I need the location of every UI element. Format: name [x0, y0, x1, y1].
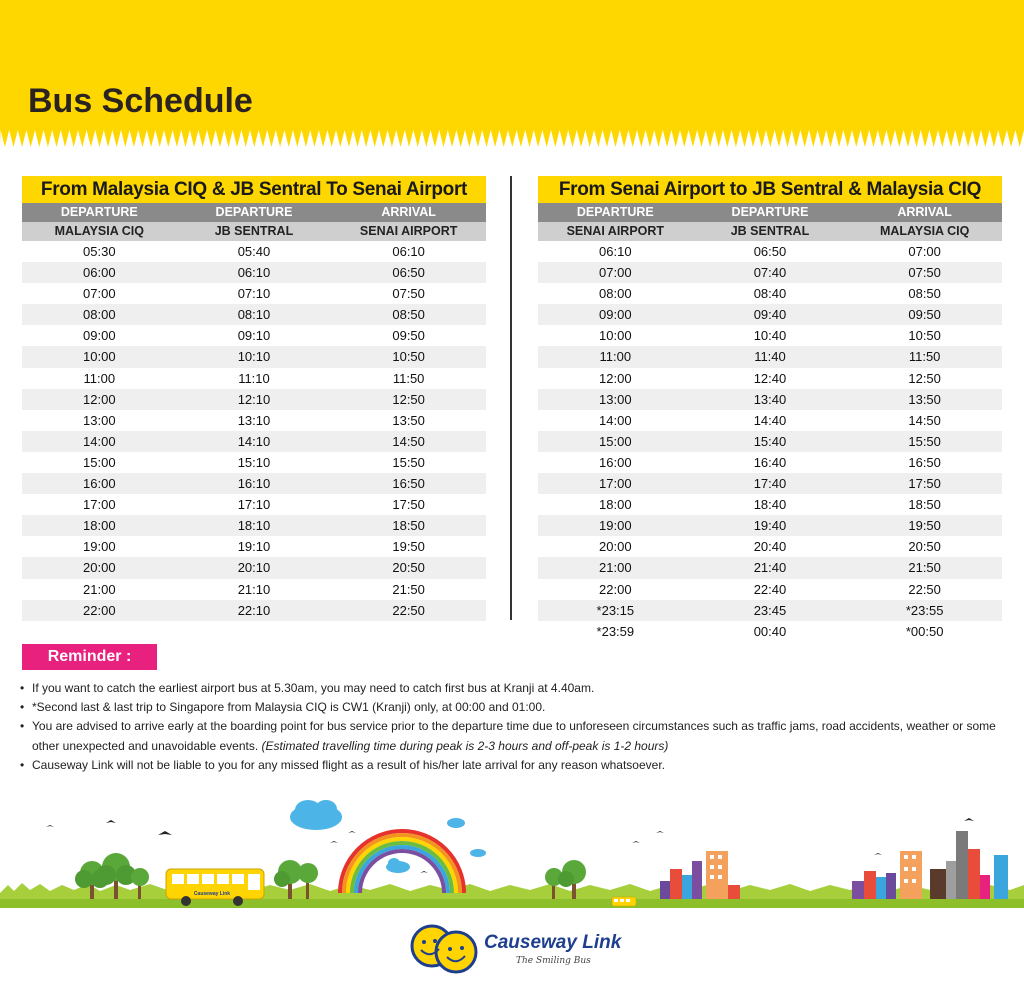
time-cell: 14:00 — [599, 412, 632, 428]
time-cell: 18:00 — [83, 518, 116, 534]
column-header-row — [538, 203, 1002, 222]
time-cell: 15:00 — [599, 433, 632, 449]
time-cell: 14:10 — [237, 433, 271, 449]
time-cell: 11:00 — [599, 349, 632, 365]
time-cell: 18:50 — [908, 497, 941, 513]
time-cell: 21:00 — [599, 560, 632, 576]
column-subheader: MALAYSIA CIQ — [54, 224, 145, 238]
column-subheader-row — [538, 222, 1002, 241]
cloud-icon — [447, 818, 465, 828]
table-row — [22, 241, 486, 262]
time-cell: 20:50 — [908, 539, 941, 555]
time-cell: 22:50 — [392, 602, 425, 618]
city-landscape-illustration — [0, 785, 1024, 915]
schedule-to-malaysia-ciq — [538, 176, 1002, 642]
table-row — [538, 262, 1002, 283]
reminder-note — [20, 698, 1010, 717]
cloud-icon — [470, 849, 486, 857]
time-cell: 14:40 — [753, 412, 787, 428]
time-cell: *23:55 — [905, 602, 944, 618]
time-cell: 07:00 — [83, 286, 116, 302]
column-header: DEPARTURE — [60, 205, 138, 219]
table-row — [22, 473, 486, 494]
time-cell: 05:30 — [83, 244, 116, 259]
time-cell: 08:50 — [392, 307, 425, 323]
zigzag-banner-graphic — [0, 0, 1024, 150]
time-cell: 22:50 — [908, 581, 941, 597]
time-cell: 00:40 — [753, 623, 787, 639]
time-cell: 21:00 — [83, 581, 116, 597]
time-cell: 21:50 — [908, 560, 941, 576]
time-cell: 20:10 — [237, 560, 271, 576]
table-row — [22, 346, 486, 367]
small-bus-icon — [612, 897, 636, 906]
time-cell: 20:40 — [753, 539, 787, 555]
page-title: Bus Schedule — [28, 82, 253, 120]
time-cell: 07:50 — [392, 286, 425, 302]
table-row — [538, 389, 1002, 410]
time-cell: 19:50 — [908, 518, 941, 534]
table-row — [22, 368, 486, 389]
time-cell: 17:00 — [599, 476, 632, 492]
time-cell: 15:40 — [753, 433, 787, 449]
time-cell: 08:40 — [753, 286, 787, 302]
time-cell: 14:50 — [392, 433, 425, 449]
time-cell: 06:10 — [237, 265, 271, 281]
time-cell: 09:50 — [392, 328, 425, 344]
time-cell: 14:00 — [83, 433, 116, 449]
table-row — [538, 241, 1002, 262]
column-header-row — [22, 203, 486, 222]
time-cell: 15:50 — [908, 433, 941, 449]
time-cell: 09:40 — [753, 307, 787, 323]
time-cell: 20:00 — [83, 560, 116, 576]
note-text: You are advised to arrive early at the boarding point for bus service prior to the departure time due to unforeseen circumstances such as traffic jams, road accidents, weather or some other unexpected and unavoidable events. — [32, 719, 996, 753]
time-cell: 18:50 — [392, 518, 425, 534]
time-cell: 08:00 — [599, 286, 632, 302]
time-cell: 13:50 — [392, 412, 425, 428]
time-cell: 06:50 — [392, 265, 425, 281]
time-cell: 15:10 — [237, 454, 271, 470]
time-cell: 13:10 — [237, 412, 271, 428]
time-cell: 20:00 — [599, 539, 632, 555]
time-cell: 22:00 — [599, 581, 632, 597]
bird-icon — [46, 818, 974, 873]
time-cell: 07:10 — [237, 286, 271, 302]
schedule-title: From Senai Airport to JB Sentral & Malaysia CIQ — [538, 176, 1002, 203]
time-cell: 18:40 — [753, 497, 787, 513]
time-cell: 16:00 — [599, 454, 632, 470]
time-cell: 12:50 — [392, 391, 425, 407]
bus-label: Causeway Link — [193, 891, 231, 897]
column-header: DEPARTURE — [576, 205, 654, 219]
time-cell: 22:10 — [237, 602, 271, 618]
column-subheader-row — [22, 222, 486, 241]
column-subheader: SENAI AIRPORT — [566, 224, 665, 238]
time-cell: 19:00 — [599, 518, 632, 534]
time-cell: 20:50 — [392, 560, 425, 576]
time-cell: 23:45 — [753, 602, 787, 618]
time-cell: 14:50 — [908, 412, 941, 428]
time-cell: 09:00 — [599, 307, 632, 323]
note-text: *Second last & last trip to Singapore from Malaysia CIQ is CW1 (Kranji) only, at 00:00 and 01:00. — [32, 700, 546, 715]
reminder-note — [20, 756, 1010, 775]
table-row — [22, 452, 486, 473]
time-cell: 13:50 — [908, 391, 941, 407]
table-row — [22, 536, 486, 557]
table-row — [538, 368, 1002, 389]
time-cell: 13:00 — [599, 391, 632, 407]
schedule-title: From Malaysia CIQ & JB Sentral To Senai Airport — [22, 176, 486, 203]
table-row — [22, 410, 486, 431]
time-cell: *00:50 — [905, 623, 944, 639]
time-cell: 08:10 — [237, 307, 271, 323]
time-cell: 12:00 — [599, 370, 632, 386]
table-row — [538, 536, 1002, 557]
table-row — [538, 473, 1002, 494]
table-row — [22, 600, 486, 621]
note-text: If you want to catch the earliest airport bus at 5.30am, you may need to catch first bus at Kranji at 4.40am. — [32, 681, 595, 695]
cloud-icon — [386, 858, 410, 873]
city-buildings-graphic — [660, 851, 740, 899]
cloud-icon — [290, 800, 342, 830]
table-row — [538, 410, 1002, 431]
time-cell: 18:10 — [237, 518, 271, 534]
time-cell: 17:40 — [753, 476, 787, 492]
schedule-rows — [538, 241, 1002, 642]
column-header: ARRIVAL — [897, 205, 952, 219]
table-row — [538, 452, 1002, 473]
table-row — [22, 494, 486, 515]
time-cell: 06:10 — [599, 244, 632, 259]
note-italic-text: (Estimated travelling time during peak is 2-3 hours and off-peak is 1-2 hours) — [261, 738, 669, 753]
column-subheader: JB SENTRAL — [730, 224, 810, 238]
time-cell: 07:50 — [908, 265, 941, 281]
table-row — [22, 283, 486, 304]
table-row — [538, 557, 1002, 578]
time-cell: 19:40 — [753, 518, 787, 534]
column-subheader: SENAI AIRPORT — [359, 224, 458, 238]
time-cell: 06:50 — [753, 244, 787, 259]
table-row — [538, 494, 1002, 515]
time-cell: 10:50 — [908, 328, 941, 344]
table-row — [538, 346, 1002, 367]
column-header: ARRIVAL — [381, 205, 436, 219]
time-cell: 12:40 — [753, 370, 787, 386]
time-cell: 22:40 — [753, 581, 787, 597]
table-row — [22, 262, 486, 283]
time-cell: 08:00 — [83, 307, 116, 323]
time-cell: 09:10 — [237, 328, 271, 344]
time-cell: 10:10 — [237, 349, 271, 365]
column-divider — [510, 176, 512, 620]
table-row — [538, 579, 1002, 600]
time-cell: 21:10 — [237, 581, 271, 597]
time-cell: 11:10 — [238, 370, 270, 386]
table-row — [538, 304, 1002, 325]
time-cell: 10:00 — [83, 349, 116, 365]
logo-name: Causeway Link — [484, 932, 622, 953]
time-cell: 07:40 — [753, 265, 787, 281]
schedule-rows — [22, 241, 486, 621]
time-cell: 13:40 — [753, 391, 787, 407]
column-subheader: JB SENTRAL — [214, 224, 294, 238]
time-cell: 18:00 — [599, 497, 632, 513]
time-cell: 16:00 — [83, 476, 116, 492]
time-cell: 21:50 — [392, 581, 425, 597]
time-cell: 11:40 — [754, 349, 786, 365]
time-cell: 06:10 — [392, 244, 425, 259]
header-banner — [0, 0, 1024, 150]
time-cell: *23:59 — [596, 623, 635, 639]
time-cell: 16:40 — [753, 454, 787, 470]
time-cell: 09:50 — [908, 307, 941, 323]
time-cell: 16:50 — [392, 476, 425, 492]
table-row — [22, 515, 486, 536]
time-cell: 16:10 — [237, 476, 271, 492]
time-cell: 19:50 — [392, 539, 425, 555]
time-cell: 15:00 — [83, 454, 116, 470]
table-row — [22, 304, 486, 325]
causeway-link-logo — [408, 922, 622, 982]
time-cell: 08:50 — [908, 286, 941, 302]
table-row — [538, 621, 1002, 642]
time-cell: 12:50 — [908, 370, 941, 386]
time-cell: 05:40 — [237, 244, 271, 259]
time-cell: 11:50 — [908, 349, 941, 365]
table-row — [538, 283, 1002, 304]
time-cell: 16:50 — [908, 454, 941, 470]
time-cell: 22:00 — [83, 602, 116, 618]
schedule-to-senai-airport — [22, 176, 486, 621]
column-header: DEPARTURE — [731, 205, 809, 219]
reminder-notes — [20, 679, 1010, 775]
time-cell: 10:00 — [599, 328, 632, 344]
reminder-badge: Reminder : — [22, 644, 157, 670]
time-cell: 13:00 — [83, 412, 116, 428]
smiley-face-icon — [408, 922, 484, 978]
time-cell: 19:10 — [237, 539, 271, 555]
time-cell: 12:00 — [83, 391, 116, 407]
time-cell: 10:40 — [753, 328, 787, 344]
time-cell: *23:15 — [596, 602, 635, 618]
time-cell: 17:00 — [83, 497, 116, 513]
time-cell: 06:00 — [83, 265, 116, 281]
time-cell: 11:50 — [392, 370, 425, 386]
time-cell: 07:00 — [908, 244, 941, 259]
table-row — [22, 325, 486, 346]
time-cell: 10:50 — [392, 349, 425, 365]
note-text: Causeway Link will not be liable to you for any missed flight as a result of his/her late arrival for any reason whatsoever. — [32, 757, 665, 772]
time-cell: 17:50 — [908, 476, 941, 492]
table-row — [22, 389, 486, 410]
time-cell: 09:00 — [83, 328, 116, 344]
table-row — [538, 515, 1002, 536]
table-row — [22, 579, 486, 600]
time-cell: 21:40 — [753, 560, 787, 576]
column-subheader: MALAYSIA CIQ — [879, 224, 970, 238]
city-buildings-graphic — [852, 831, 1008, 899]
time-cell: 07:00 — [599, 265, 632, 281]
time-cell: 19:00 — [83, 539, 116, 555]
time-cell: 12:10 — [237, 391, 271, 407]
column-header: DEPARTURE — [215, 205, 293, 219]
time-cell: 17:50 — [392, 497, 425, 513]
table-row — [538, 431, 1002, 452]
reminder-note — [20, 679, 1010, 698]
time-cell: 17:10 — [237, 497, 271, 513]
table-row — [538, 600, 1002, 621]
table-row — [538, 325, 1002, 346]
time-cell: 15:50 — [392, 454, 425, 470]
table-row — [22, 557, 486, 578]
reminder-note — [20, 717, 1010, 755]
logo-tagline: The Smiling Bus — [516, 956, 591, 966]
time-cell: 11:00 — [83, 370, 116, 386]
table-row — [22, 431, 486, 452]
